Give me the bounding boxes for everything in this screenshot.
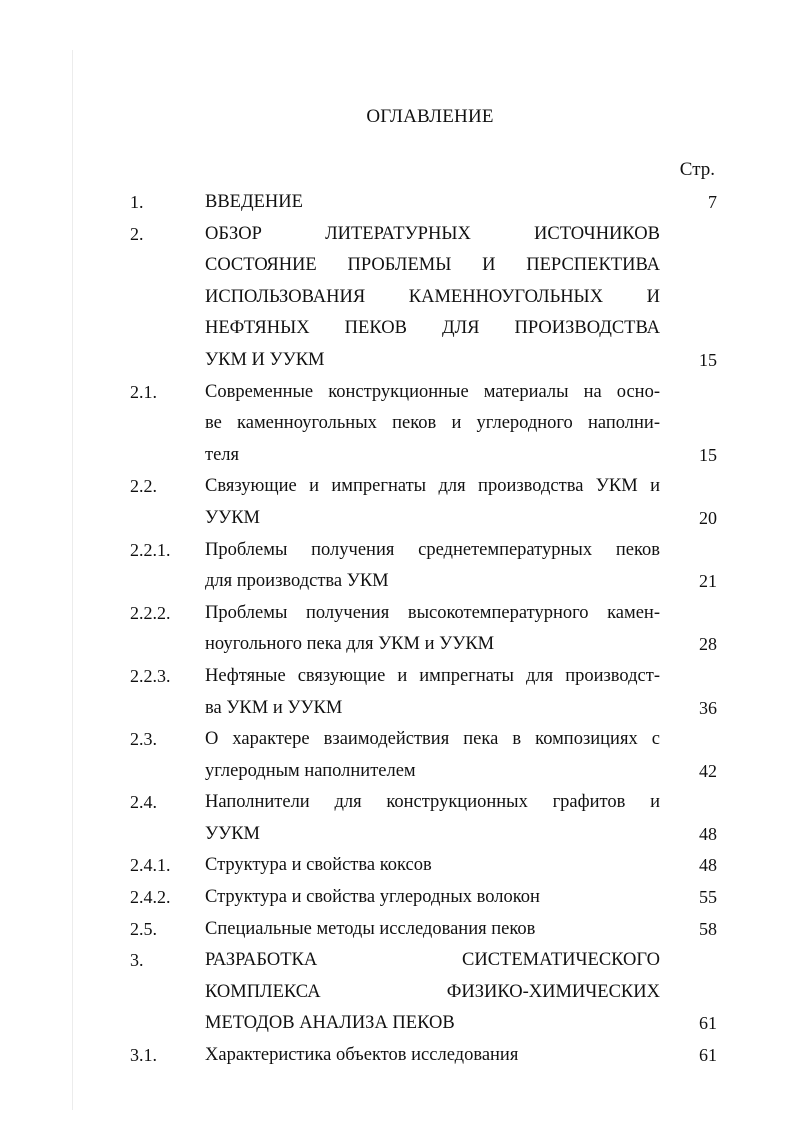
toc-entry-title-line: для производства УКМ — [205, 571, 389, 592]
toc-entry-page-number: 55 — [699, 887, 717, 908]
toc-entry-title — [205, 787, 660, 850]
toc-entry-title — [205, 882, 660, 914]
toc-entry-number: 2.4.2. — [130, 887, 171, 908]
toc-entry-title-line: ОБЗОР ЛИТЕРАТУРНЫХ ИСТОЧНИКОВ — [205, 223, 660, 244]
toc-entry-title-line: Проблемы получения высокотемпературного камен- — [205, 602, 660, 623]
toc-entry-title-line: ве каменноугольных пеков и углеродного наполни- — [205, 413, 660, 434]
toc-entry-number: 2.2.2. — [130, 602, 171, 623]
toc-entry-title — [205, 471, 660, 534]
toc-entry — [0, 945, 793, 1040]
toc-entry-number: 1. — [130, 192, 144, 212]
toc-entry-title-line: КОМПЛЕКСА ФИЗИКО-ХИМИЧЕСКИХ — [205, 981, 660, 1002]
toc-entry-title-line: Современные конструкционные материалы на осно- — [205, 381, 660, 402]
toc-entry-number: 3.1. — [130, 1045, 157, 1066]
toc-entry-page-number: 20 — [699, 507, 717, 528]
toc-entry — [0, 471, 793, 534]
page-title: ОГЛАВЛЕНИЕ — [366, 106, 494, 127]
toc-entry-title — [205, 219, 660, 377]
toc-entry-page-number: 48 — [699, 855, 717, 876]
toc-entry-number: 2.4.1. — [130, 855, 171, 876]
toc-entry-number: 2.4. — [130, 792, 157, 813]
toc-entry-number: 2. — [130, 223, 144, 244]
toc-entry-title — [205, 377, 660, 472]
toc-entry-title-line: СОСТОЯНИЕ ПРОБЛЕМЫ И ПЕРСПЕКТИВА — [205, 255, 660, 276]
toc-entry-title — [205, 535, 660, 598]
toc-entry-title-line: МЕТОДОВ АНАЛИЗА ПЕКОВ — [205, 1013, 455, 1034]
toc-entry-page-number: 15 — [699, 349, 717, 370]
toc-entry-page-number: 28 — [699, 634, 717, 655]
toc-entry-title-line: Связующие и импрегнаты для производства УКМ и — [205, 476, 660, 497]
toc-entry-page-number: 61 — [699, 1045, 717, 1066]
toc-entry-number: 2.2.3. — [130, 665, 171, 686]
toc-entry-title-line: Характеристика объектов исследования — [205, 1045, 519, 1066]
toc-entry-title-line: Структура и свойства углеродных волокон — [205, 887, 540, 908]
toc-entry-page-number: 42 — [699, 760, 717, 781]
toc-entry — [0, 850, 793, 882]
toc-entry-page-number: 15 — [699, 444, 717, 465]
toc-entry-title-line: РАЗРАБОТКА СИСТЕМАТИЧЕСКОГО — [205, 950, 660, 971]
toc-entry — [0, 219, 793, 377]
toc-entry-title-line: УКМ И УУКМ — [205, 349, 325, 370]
toc-entry-title-line: Нефтяные связующие и импрегнаты для производст- — [205, 665, 660, 686]
toc-entry-title-line: Проблемы получения среднетемпературных пеков — [205, 539, 660, 560]
toc-entry-title — [205, 914, 660, 946]
toc-entry-title-line: Структура и свойства коксов — [205, 855, 432, 876]
toc-entry-number: 2.5. — [130, 918, 157, 939]
toc-entry-page-number: 21 — [699, 571, 717, 592]
toc-entry-number: 2.2. — [130, 476, 157, 497]
toc-entry-number: 2.2.1. — [130, 539, 171, 560]
toc-entry-title — [205, 1040, 660, 1072]
toc-entry-title — [205, 187, 660, 219]
toc-entry-title — [205, 598, 660, 661]
table-of-contents — [0, 187, 793, 1072]
toc-entry-title-line: ИСПОЛЬЗОВАНИЯ КАМЕННОУГОЛЬНЫХ И — [205, 286, 660, 307]
toc-entry-page-number: 36 — [699, 697, 717, 718]
toc-entry-page-number: 58 — [699, 918, 717, 939]
toc-entry-title-line: О характере взаимодействия пека в композициях с — [205, 729, 660, 750]
page-column-label: Стр. — [679, 159, 715, 180]
toc-entry-number: 2.1. — [130, 381, 157, 402]
toc-entry — [0, 1040, 793, 1072]
toc-entry — [0, 787, 793, 850]
toc-entry — [0, 598, 793, 661]
toc-entry-page-number: 61 — [699, 1013, 717, 1034]
toc-entry-title-line: УУКМ — [205, 823, 260, 844]
toc-entry-title-line: углеродным наполнителем — [205, 760, 416, 781]
toc-entry-title-line: УУКМ — [205, 507, 260, 528]
toc-entry-page-number: 48 — [699, 823, 717, 844]
toc-entry-title — [205, 724, 660, 787]
toc-entry-page-number: 7 — [708, 192, 717, 212]
toc-entry-title — [205, 661, 660, 724]
toc-entry-title-line: Специальные методы исследования пеков — [205, 918, 536, 939]
toc-entry-number: 2.3. — [130, 729, 157, 750]
toc-entry-title-line: Наполнители для конструкционных графитов и — [205, 792, 660, 813]
toc-entry-title-line: ВВЕДЕНИЕ — [205, 192, 303, 212]
toc-entry-title — [205, 850, 660, 882]
toc-entry — [0, 724, 793, 787]
toc-entry — [0, 535, 793, 598]
toc-entry-title-line: НЕФТЯНЫХ ПЕКОВ ДЛЯ ПРОИЗВОДСТВА — [205, 318, 660, 339]
toc-entry — [0, 661, 793, 724]
toc-entry — [0, 882, 793, 914]
toc-entry-title — [205, 945, 660, 1040]
toc-entry-title-line: ва УКМ и УУКМ — [205, 697, 343, 718]
toc-entry-title-line: ноугольного пека для УКМ и УУКМ — [205, 634, 495, 655]
toc-entry — [0, 377, 793, 472]
toc-entry-number: 3. — [130, 950, 144, 971]
toc-entry-title-line: теля — [205, 444, 240, 465]
toc-entry — [0, 187, 793, 219]
toc-entry — [0, 914, 793, 946]
